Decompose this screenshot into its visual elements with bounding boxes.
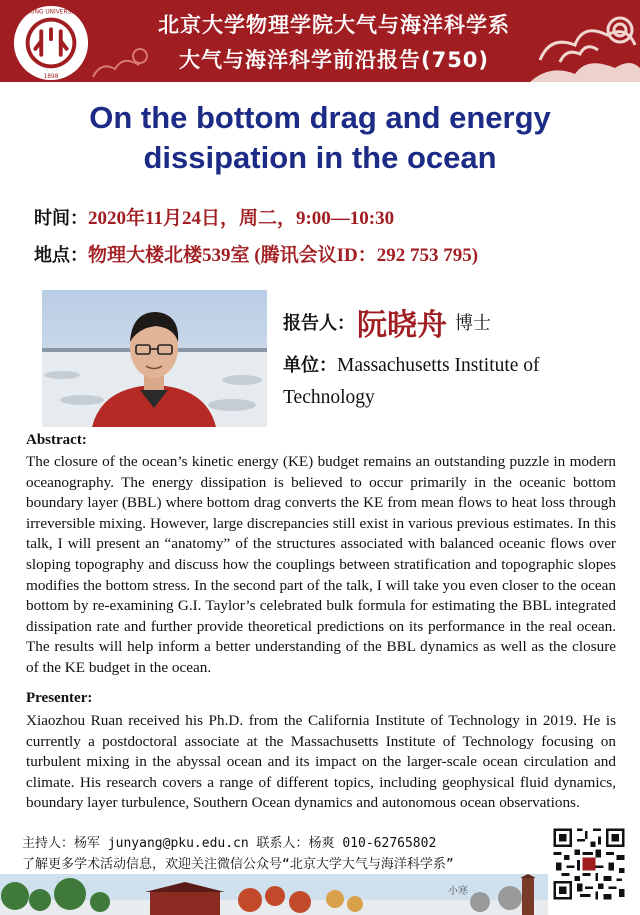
time-row	[34, 203, 394, 230]
speaker-title: 博士	[455, 313, 491, 334]
pku-logo-icon	[12, 4, 90, 82]
location-label: 地点：	[34, 245, 88, 266]
time-label: 时间：	[34, 208, 88, 229]
abstract-text: The closure of the ocean’s kinetic energy (KE) budget remains an outstanding puzzle in modern oceanography. The energy dissipation is believed to occur primarily in the oceanic bottom boundary layer (BBL) where bottom drag converts the KE from mean flows to heat loss through irreversible mixing. However, large discrepancies still exist in various previous estimates. In this talk, I will present an “anatomy” of the structures associated with balanced oceanic flows over sloping topography and discuss how the couplings between stratification and topographic slopes modifies the bottom stress. In the second part of the talk, I will take you even closer to the ocean bottom by re-examining G.I. Taylor’s celebrated bulk formula for estimating the BBL integrated dissipation rate and further provide theoretical predictions on its performance in the real ocean. The results will help inform a better understanding of the BBL dynamics as well as the closure of the KE budget in the ocean.	[26, 453, 616, 676]
speaker-photo	[42, 290, 267, 427]
header-banner	[0, 0, 640, 82]
campus-scenery-strip	[0, 874, 548, 915]
time-value: 2020年11月24日，周二，9:00—10:30	[88, 208, 395, 229]
affiliation-value: Massachusetts Institute of Technology	[283, 355, 540, 408]
presenter-bio: Xiaozhou Ruan received his Ph.D. from the California Institute of Technology in 2019. He is currently a postdoctoral associate at the Massachusetts Institute of Technology focusing on turbulent mixing in the abyssal ocean and its impact on the larger-scale ocean circulation and climate. His research covers a range of different topics, including geophysical fluid dynamics, boundary layer turbulence, Southern Ocean dynamics and autonomous ocean observations.	[26, 712, 616, 812]
seminar-series: 大气与海洋科学前沿报告(750)	[178, 48, 490, 72]
affiliation	[283, 350, 623, 414]
speaker-name: 阮晓舟	[357, 308, 447, 343]
logo-text: PEKING UNIVERSITY	[21, 9, 81, 16]
speaker-label: 报告人：	[283, 313, 355, 334]
location-row	[34, 240, 478, 267]
talk-title	[20, 98, 620, 178]
talk-title-line2: dissipation in the ocean	[143, 140, 497, 175]
host-contact-line: 主持人：杨军 junyang@pku.edu.cn 联系人：杨爽 010-62765802	[22, 836, 437, 851]
strip-label: 小寒	[448, 886, 468, 897]
wechat-notice: 了解更多学术活动信息，欢迎关注微信公众号“北京大学大气与海洋科学系”	[22, 857, 454, 872]
presenter-heading: Presenter:	[26, 690, 93, 706]
speaker-row	[283, 300, 491, 344]
talk-title-line1: On the bottom drag and energy	[89, 100, 551, 135]
affiliation-label: 单位：	[283, 355, 337, 376]
wechat-qr-code-icon[interactable]	[551, 826, 627, 902]
logo-year: 1898	[43, 74, 59, 81]
location-value: 物理大楼北楼539室 (腾讯会议ID：292 753 795)	[88, 245, 479, 266]
department-name: 北京大学物理学院大气与海洋科学系	[158, 13, 510, 37]
abstract-heading: Abstract:	[26, 432, 87, 448]
